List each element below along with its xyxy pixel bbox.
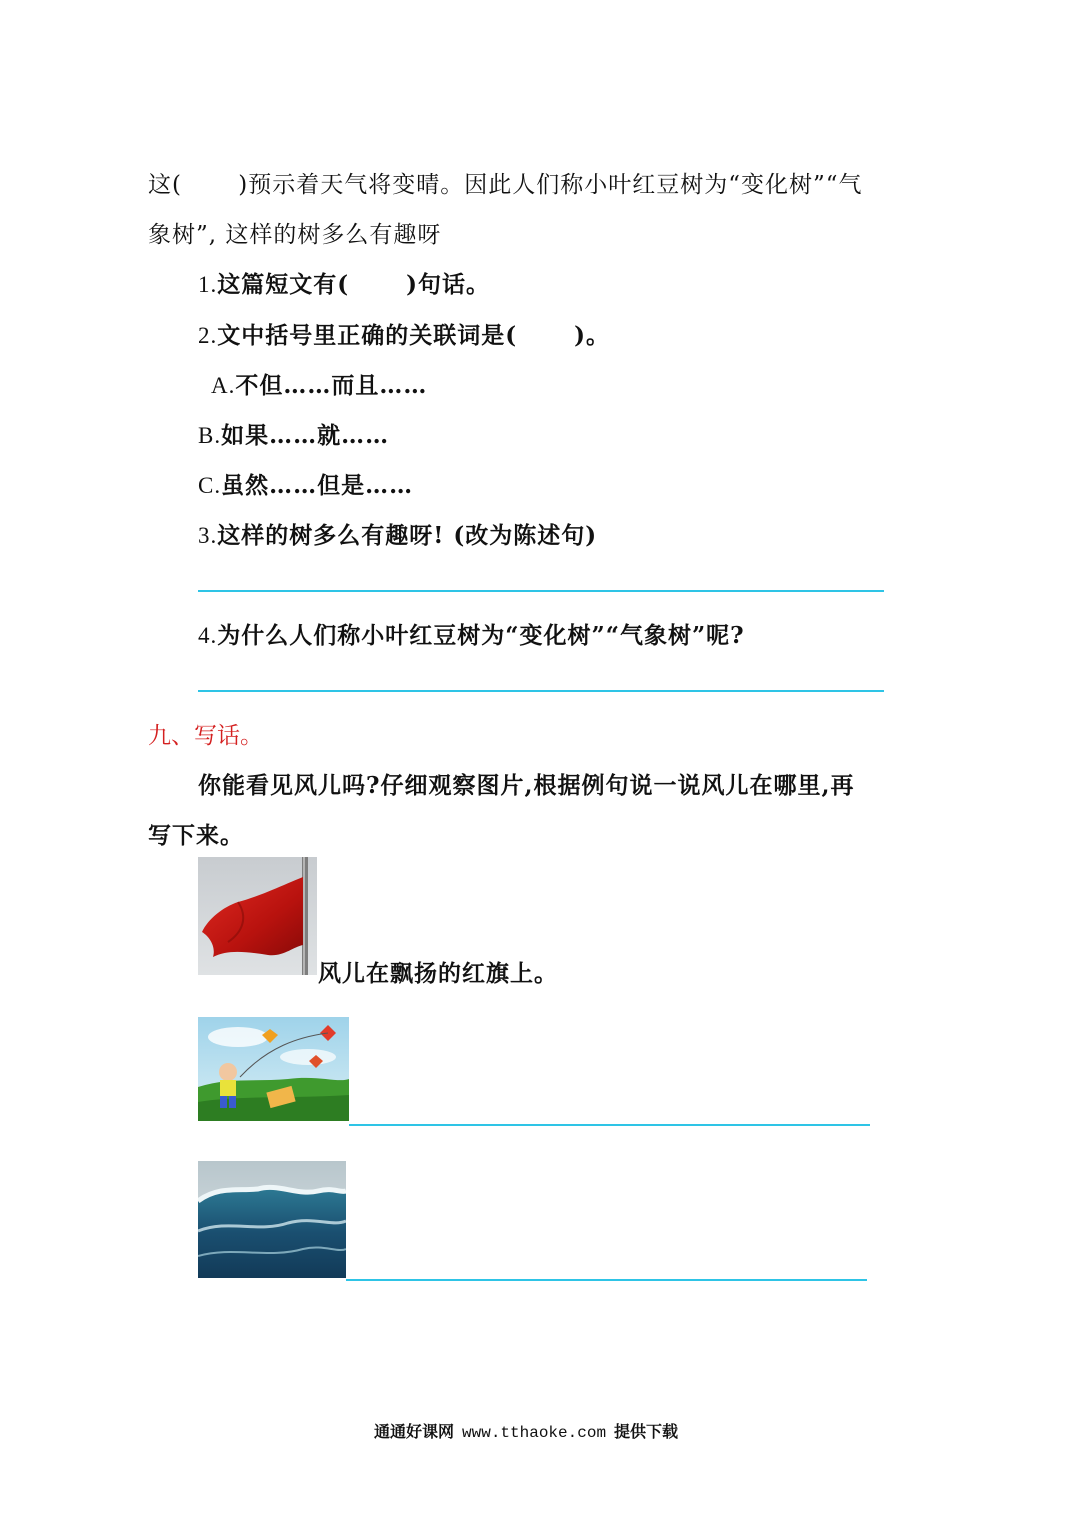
- question-number: 3.: [198, 523, 218, 548]
- option-b: [198, 417, 389, 450]
- option-letter: B.: [198, 423, 222, 448]
- example-sentence: 风儿在飘扬的红旗上。: [318, 960, 558, 987]
- option-c: [198, 467, 413, 500]
- question-4: [198, 617, 745, 650]
- question-3: [198, 517, 597, 550]
- option-letter: A.: [211, 373, 236, 398]
- answer-line-kite[interactable]: [349, 1124, 870, 1126]
- question-number: 4.: [198, 623, 218, 648]
- answer-line-q3[interactable]: [198, 590, 884, 592]
- footer-site: 通通好课网: [374, 1422, 455, 1441]
- footer: [374, 1419, 678, 1442]
- question-text: 这篇短文有( )句话。: [217, 271, 491, 298]
- option-a: [211, 367, 427, 400]
- question-number: 2.: [198, 323, 218, 348]
- option-text: 虽然……但是……: [221, 472, 414, 499]
- footer-url[interactable]: www.tthaoke.com: [462, 1424, 607, 1442]
- footer-suffix: 提供下载: [614, 1422, 679, 1441]
- question-text: 文中括号里正确的关联词是( )。: [217, 322, 611, 349]
- question-text: 这样的树多么有趣呀! (改为陈述句): [217, 522, 598, 549]
- option-letter: C.: [198, 473, 222, 498]
- question-1: [198, 266, 490, 299]
- question-text: 为什么人们称小叶红豆树为“变化树”“气象树”呢?: [217, 622, 745, 649]
- red-flag-picture: [198, 857, 317, 975]
- writing-prompt-line-1: 你能看见风儿吗?仔细观察图片,根据例句说一说风儿在哪里,再: [198, 772, 855, 799]
- option-text: 不但……而且……: [235, 372, 428, 399]
- writing-prompt-line-2: 写下来。: [148, 822, 244, 849]
- section-title: 九、写话。: [148, 723, 263, 749]
- kite-boy-picture: [198, 1017, 349, 1121]
- passage-line-1: 这( )预示着天气将变晴。因此人们称小叶红豆树为“变化树”“气: [148, 172, 863, 198]
- answer-line-q4[interactable]: [198, 690, 884, 692]
- answer-line-wave[interactable]: [346, 1279, 867, 1281]
- option-text: 如果……就……: [221, 422, 390, 449]
- question-2: [198, 317, 610, 350]
- question-number: 1.: [198, 272, 218, 297]
- passage-line-2: 象树”, 这样的树多么有趣呀: [148, 222, 442, 248]
- ocean-wave-picture: [198, 1161, 346, 1278]
